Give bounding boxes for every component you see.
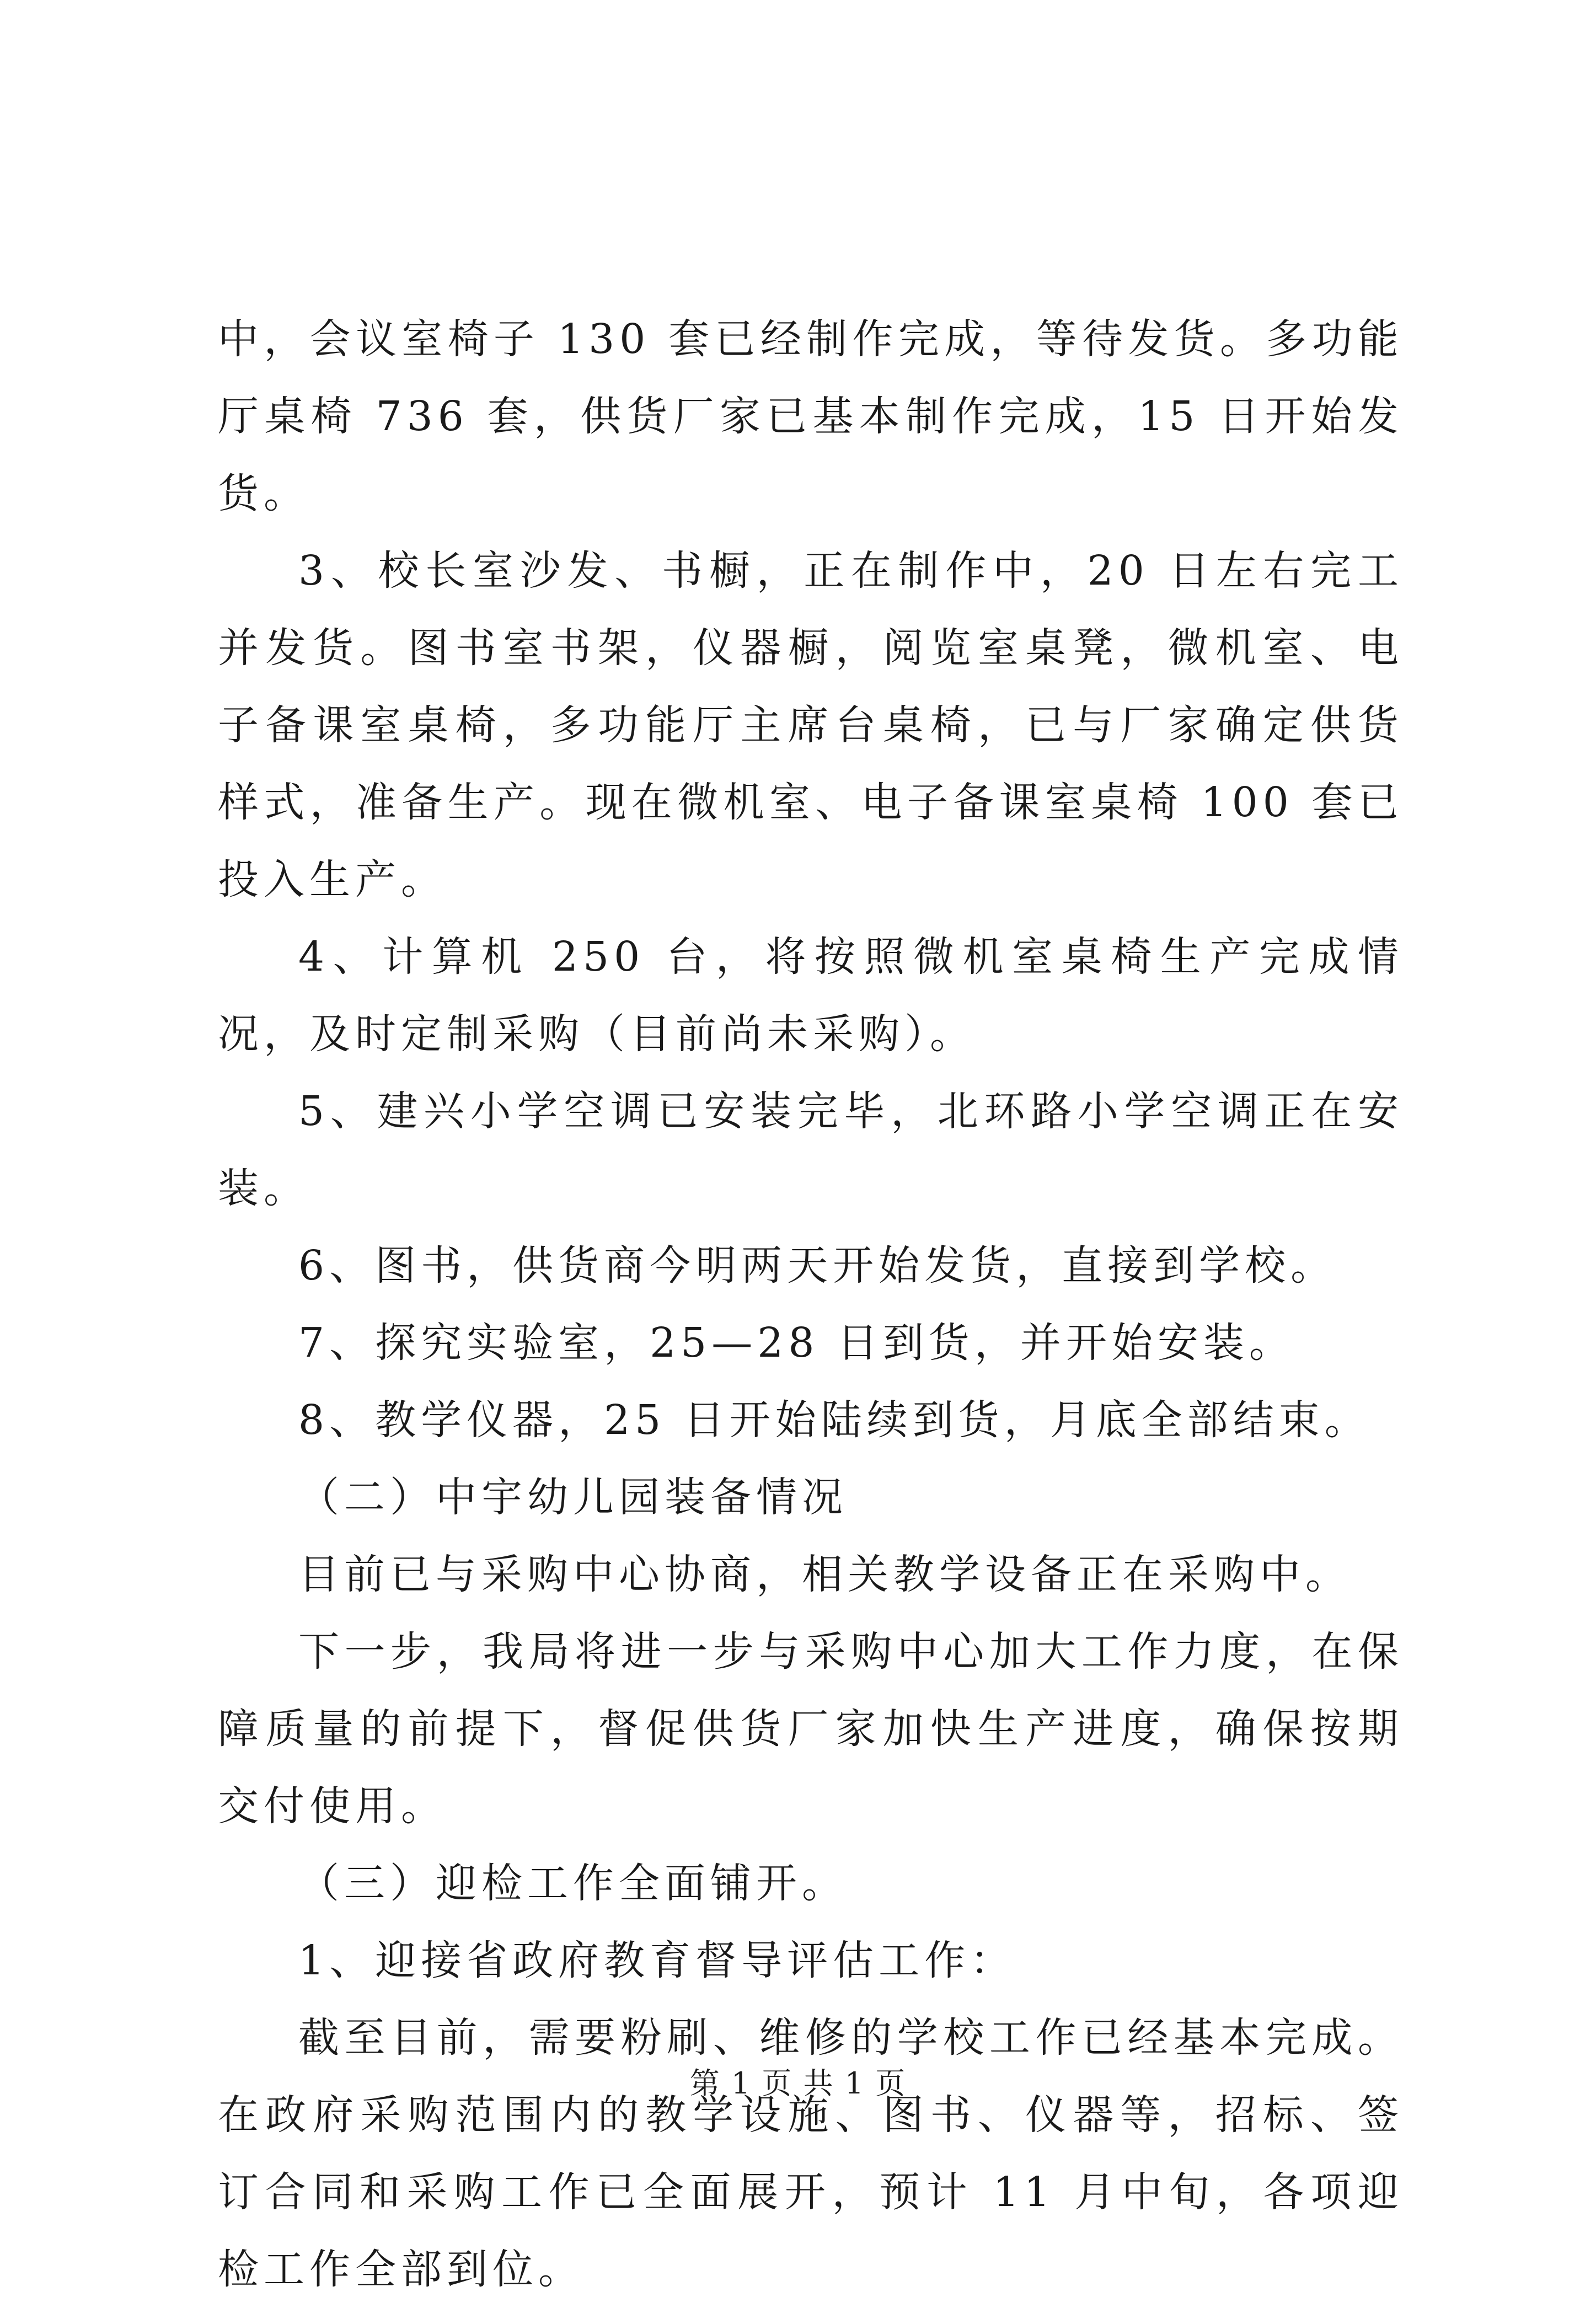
section-heading-2: （二）中宇幼儿园装备情况 <box>298 1474 848 1521</box>
page-footer: 第 1 页 共 1 页 <box>689 2066 907 2101</box>
paragraph-13: 截至目前，需要粉刷、维修的学校工作已经基本完成。在政府采购范围内的教学设施、图书、仪器等，招标、签订合同和采购工作已全面展开，预计 11 月中旬，各项迎检工作全部到位。 <box>218 2014 1404 2293</box>
paragraph-4: 5、建兴小学空调已安装完毕，北环路小学空调正在安装。 <box>218 1088 1404 1212</box>
paragraph-1: 中，会议室椅子 130 套已经制作完成，等待发货。多功能厅桌椅 736 套，供货厂家已基本制作完成，15 日开始发货。 <box>218 315 1404 517</box>
paragraph-3: 4、计算机 250 台，将按照微机室桌椅生产完成情况，及时定制采购（目前尚未采购）。 <box>218 933 1404 1058</box>
section-heading-3: （三）迎检工作全面铺开。 <box>298 1860 848 1907</box>
paragraph-12: 1、迎接省政府教育督导评估工作： <box>298 1937 1016 1984</box>
paragraph-5: 6、图书，供货商今明两天开始发货，直接到学校。 <box>298 1242 1337 1289</box>
document-body <box>218 301 1404 2308</box>
paragraph-10: 下一步，我局将进一步与采购中心加大工作力度，在保障质量的前提下，督促供货厂家加快生产进度，确保按期交付使用。 <box>218 1628 1404 1830</box>
paragraph-9: 目前已与采购中心协商，相关教学设备正在采购中。 <box>298 1551 1351 1598</box>
paragraph-6: 7、探究实验室，25—28 日到货，并开始安装。 <box>298 1319 1295 1367</box>
paragraph-7: 8、教学仪器，25 日开始陆续到货，月底全部结束。 <box>298 1396 1370 1444</box>
paragraph-2: 3、校长室沙发、书橱，正在制作中，20 日左右完工并发货。图书室书架，仪器橱，阅览室桌凳，微机室、电子备课室桌椅，多功能厅主席台桌椅，已与厂家确定供货样式，准备生产。现在微机室、电子备课室桌椅 100 套已投入生产。 <box>218 547 1404 903</box>
